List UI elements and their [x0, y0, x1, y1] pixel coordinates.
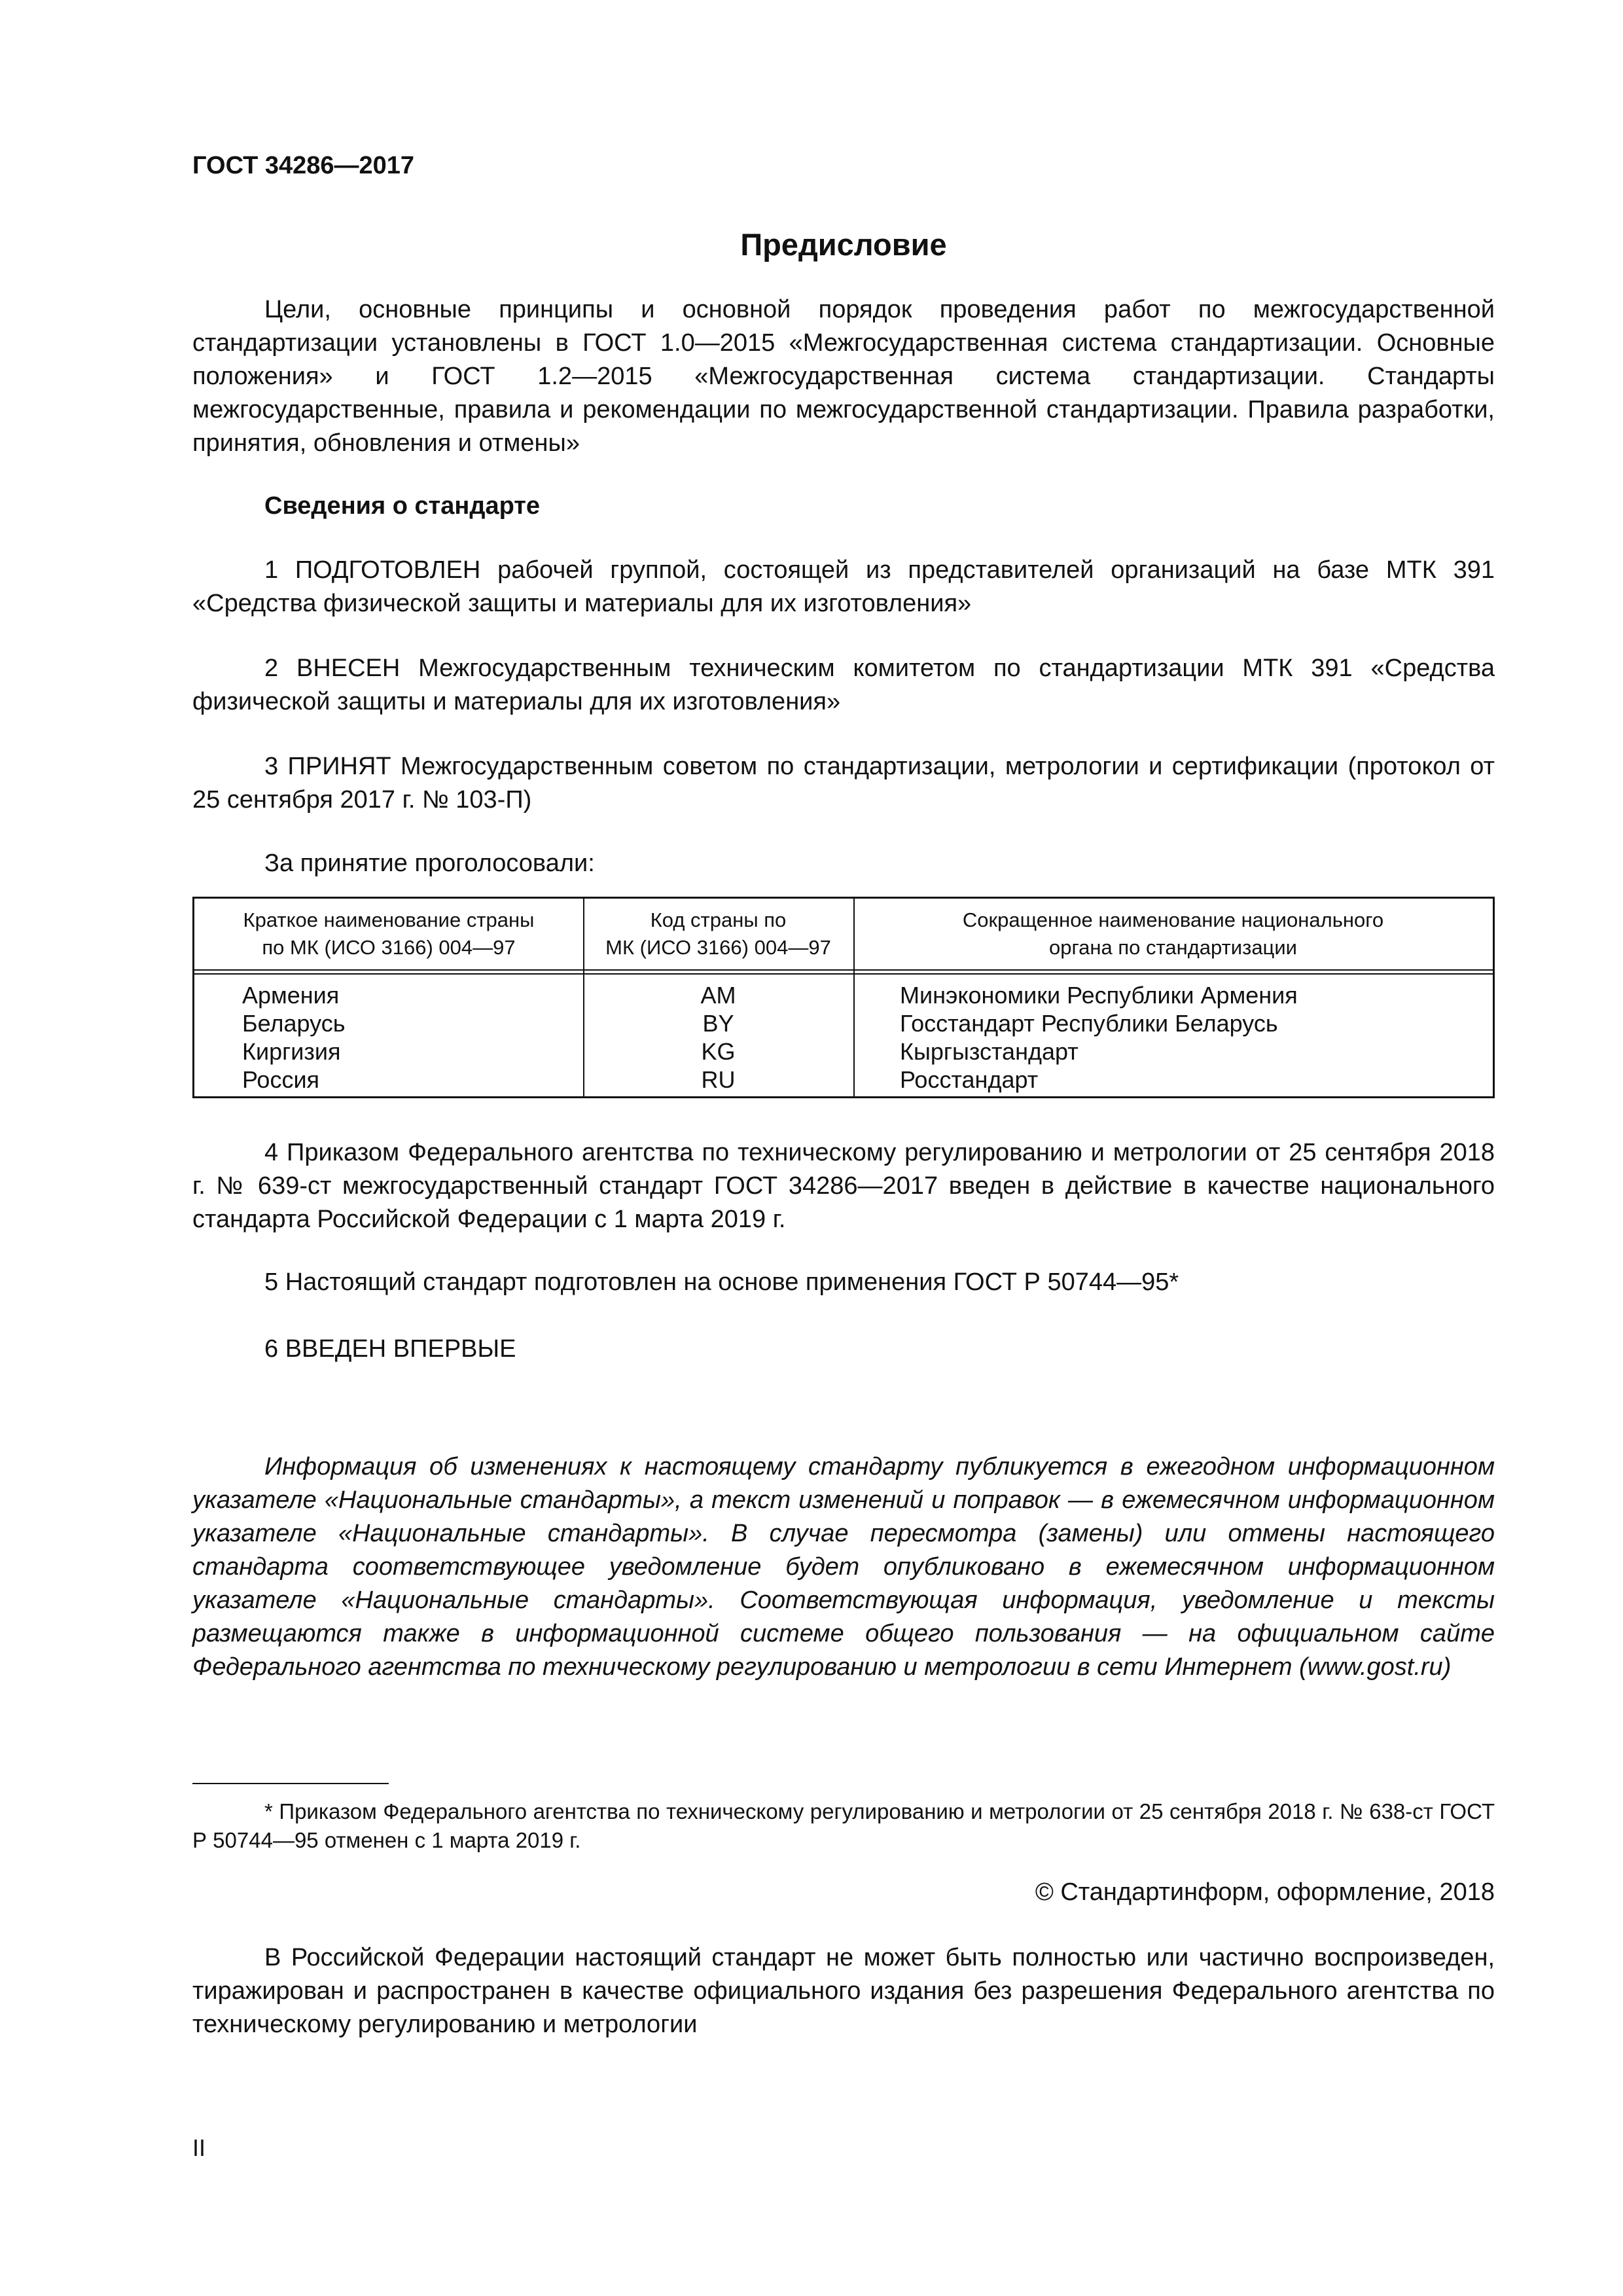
table-header-code — [583, 906, 853, 961]
header-line: по МК (ИСО 3166) 004—97 — [262, 936, 516, 959]
code-column — [583, 981, 853, 1094]
table-cell-code: RU — [701, 1066, 736, 1093]
country-column — [242, 981, 345, 1094]
header-line: МК (ИСО 3166) 004—97 — [605, 936, 831, 959]
header-line: органа по стандартизации — [1049, 936, 1297, 959]
copyright-notice: © Стандартинформ, оформление, 2018 — [1035, 1878, 1495, 1906]
document-id: ГОСТ 34286—2017 — [192, 152, 415, 179]
item-5-paragraph: 5 Настоящий стандарт подготовлен на основе применения ГОСТ Р 50744—95* — [264, 1268, 1179, 1296]
vote-table — [192, 897, 1495, 1098]
table-cell-body: Госстандарт Республики Беларусь — [900, 1010, 1278, 1037]
legal-notice: В Российской Федерации настоящий стандарт не может быть полностью или частично воспроизведен, тиражирован и распространен в качестве официального издания без разрешения Федерального агентства по техническому регулированию и метрологии — [192, 1944, 1495, 2038]
item-2-paragraph: 2 ВНЕСЕН Межгосударственным техническим комитетом по стандартизации МТК 391 «Средства физической защиты и материалы для их изготовления» — [192, 655, 1495, 715]
table-header-rule — [194, 973, 1493, 975]
page-title: Предисловие — [740, 227, 947, 262]
header-line: Краткое наименование страны — [243, 908, 535, 931]
header-line: Сокращенное наименование национального — [962, 908, 1384, 931]
table-cell-body: Росстандарт — [900, 1066, 1039, 1093]
table-cell-code: AM — [700, 982, 736, 1009]
footnote: * Приказом Федерального агентства по техническому регулированию и метрологии от 25 сентября 2018 г. № 638-ст ГОСТ Р 50744—95 отменен с 1 марта 2019 г. — [192, 1799, 1495, 1852]
table-cell-country: Россия — [242, 1066, 320, 1093]
page-number: II — [192, 2134, 206, 2161]
table-cell-country: Киргизия — [242, 1038, 341, 1065]
table-header-rule — [194, 969, 1493, 971]
section-heading: Сведения о стандарте — [264, 492, 541, 520]
table-header-country — [194, 906, 583, 961]
item-6-paragraph: 6 ВВЕДЕН ВПЕРВЫЕ — [264, 1335, 516, 1363]
table-cell-code: BY — [702, 1010, 734, 1037]
item-3-paragraph: 3 ПРИНЯТ Межгосударственным советом по стандартизации, метрологии и сертификации (протокол от 25 сентября 2017 г. № 103-П) — [192, 753, 1495, 814]
table-cell-code: KG — [701, 1038, 736, 1065]
body-column — [900, 981, 1298, 1094]
item-1-paragraph: 1 ПОДГОТОВЛЕН рабочей группой, состоящей из представителей организаций на базе МТК 391 «Средства физической защиты и материалы для их изготовления» — [192, 556, 1495, 617]
table-cell-country: Беларусь — [242, 1010, 346, 1037]
intro-paragraph: Цели, основные принципы и основной порядок проведения работ по межгосударственной стандартизации установлены в ГОСТ 1.0—2015 «Межгосударственная система стандартизации. Основные положения» и ГОСТ 1.2—2015 «Межгосударственная система стандартизации. Стандарты межгосударственные, правила и рекомендации по межгосударственной стандартизации. Правила разработки, принятия, обновления и отмены» — [192, 296, 1495, 457]
info-notice: Информация об изменениях к настоящему стандарту публикуется в ежегодном информационном указателе «Национальные стандарты», а текст изменений и поправок — в ежемесячном информационном указателе «Национальные стандарты». В случае пересмотра (замены) или отмены настоящего стандарта соответствующее уведомление будет опубликовано в ежемесячном информационном указателе «Национальные стандарты». Соответствующая информация, уведомление и тексты размещаются также в информационной системе общего пользования — на официальном сайте Федерального агентства по техническому регулированию и метрологии в сети Интернет (www.gost.ru) — [192, 1453, 1495, 1681]
table-cell-body: Кыргызстандарт — [900, 1038, 1079, 1065]
table-header-body — [853, 906, 1493, 961]
table-cell-country: Армения — [242, 982, 340, 1009]
vote-intro: За принятие проголосовали: — [264, 850, 595, 877]
footnote-divider — [192, 1783, 389, 1784]
table-cell-body: Минэкономики Республики Армения — [900, 982, 1298, 1009]
header-line: Код страны по — [650, 908, 787, 931]
item-4-paragraph: 4 Приказом Федерального агентства по техническому регулированию и метрологии от 25 сентября 2018 г. № 639-ст межгосударственный стандарт ГОСТ 34286—2017 введен в действие в качестве национального стандарта Российской Федерации с 1 марта 2019 г. — [192, 1139, 1495, 1233]
